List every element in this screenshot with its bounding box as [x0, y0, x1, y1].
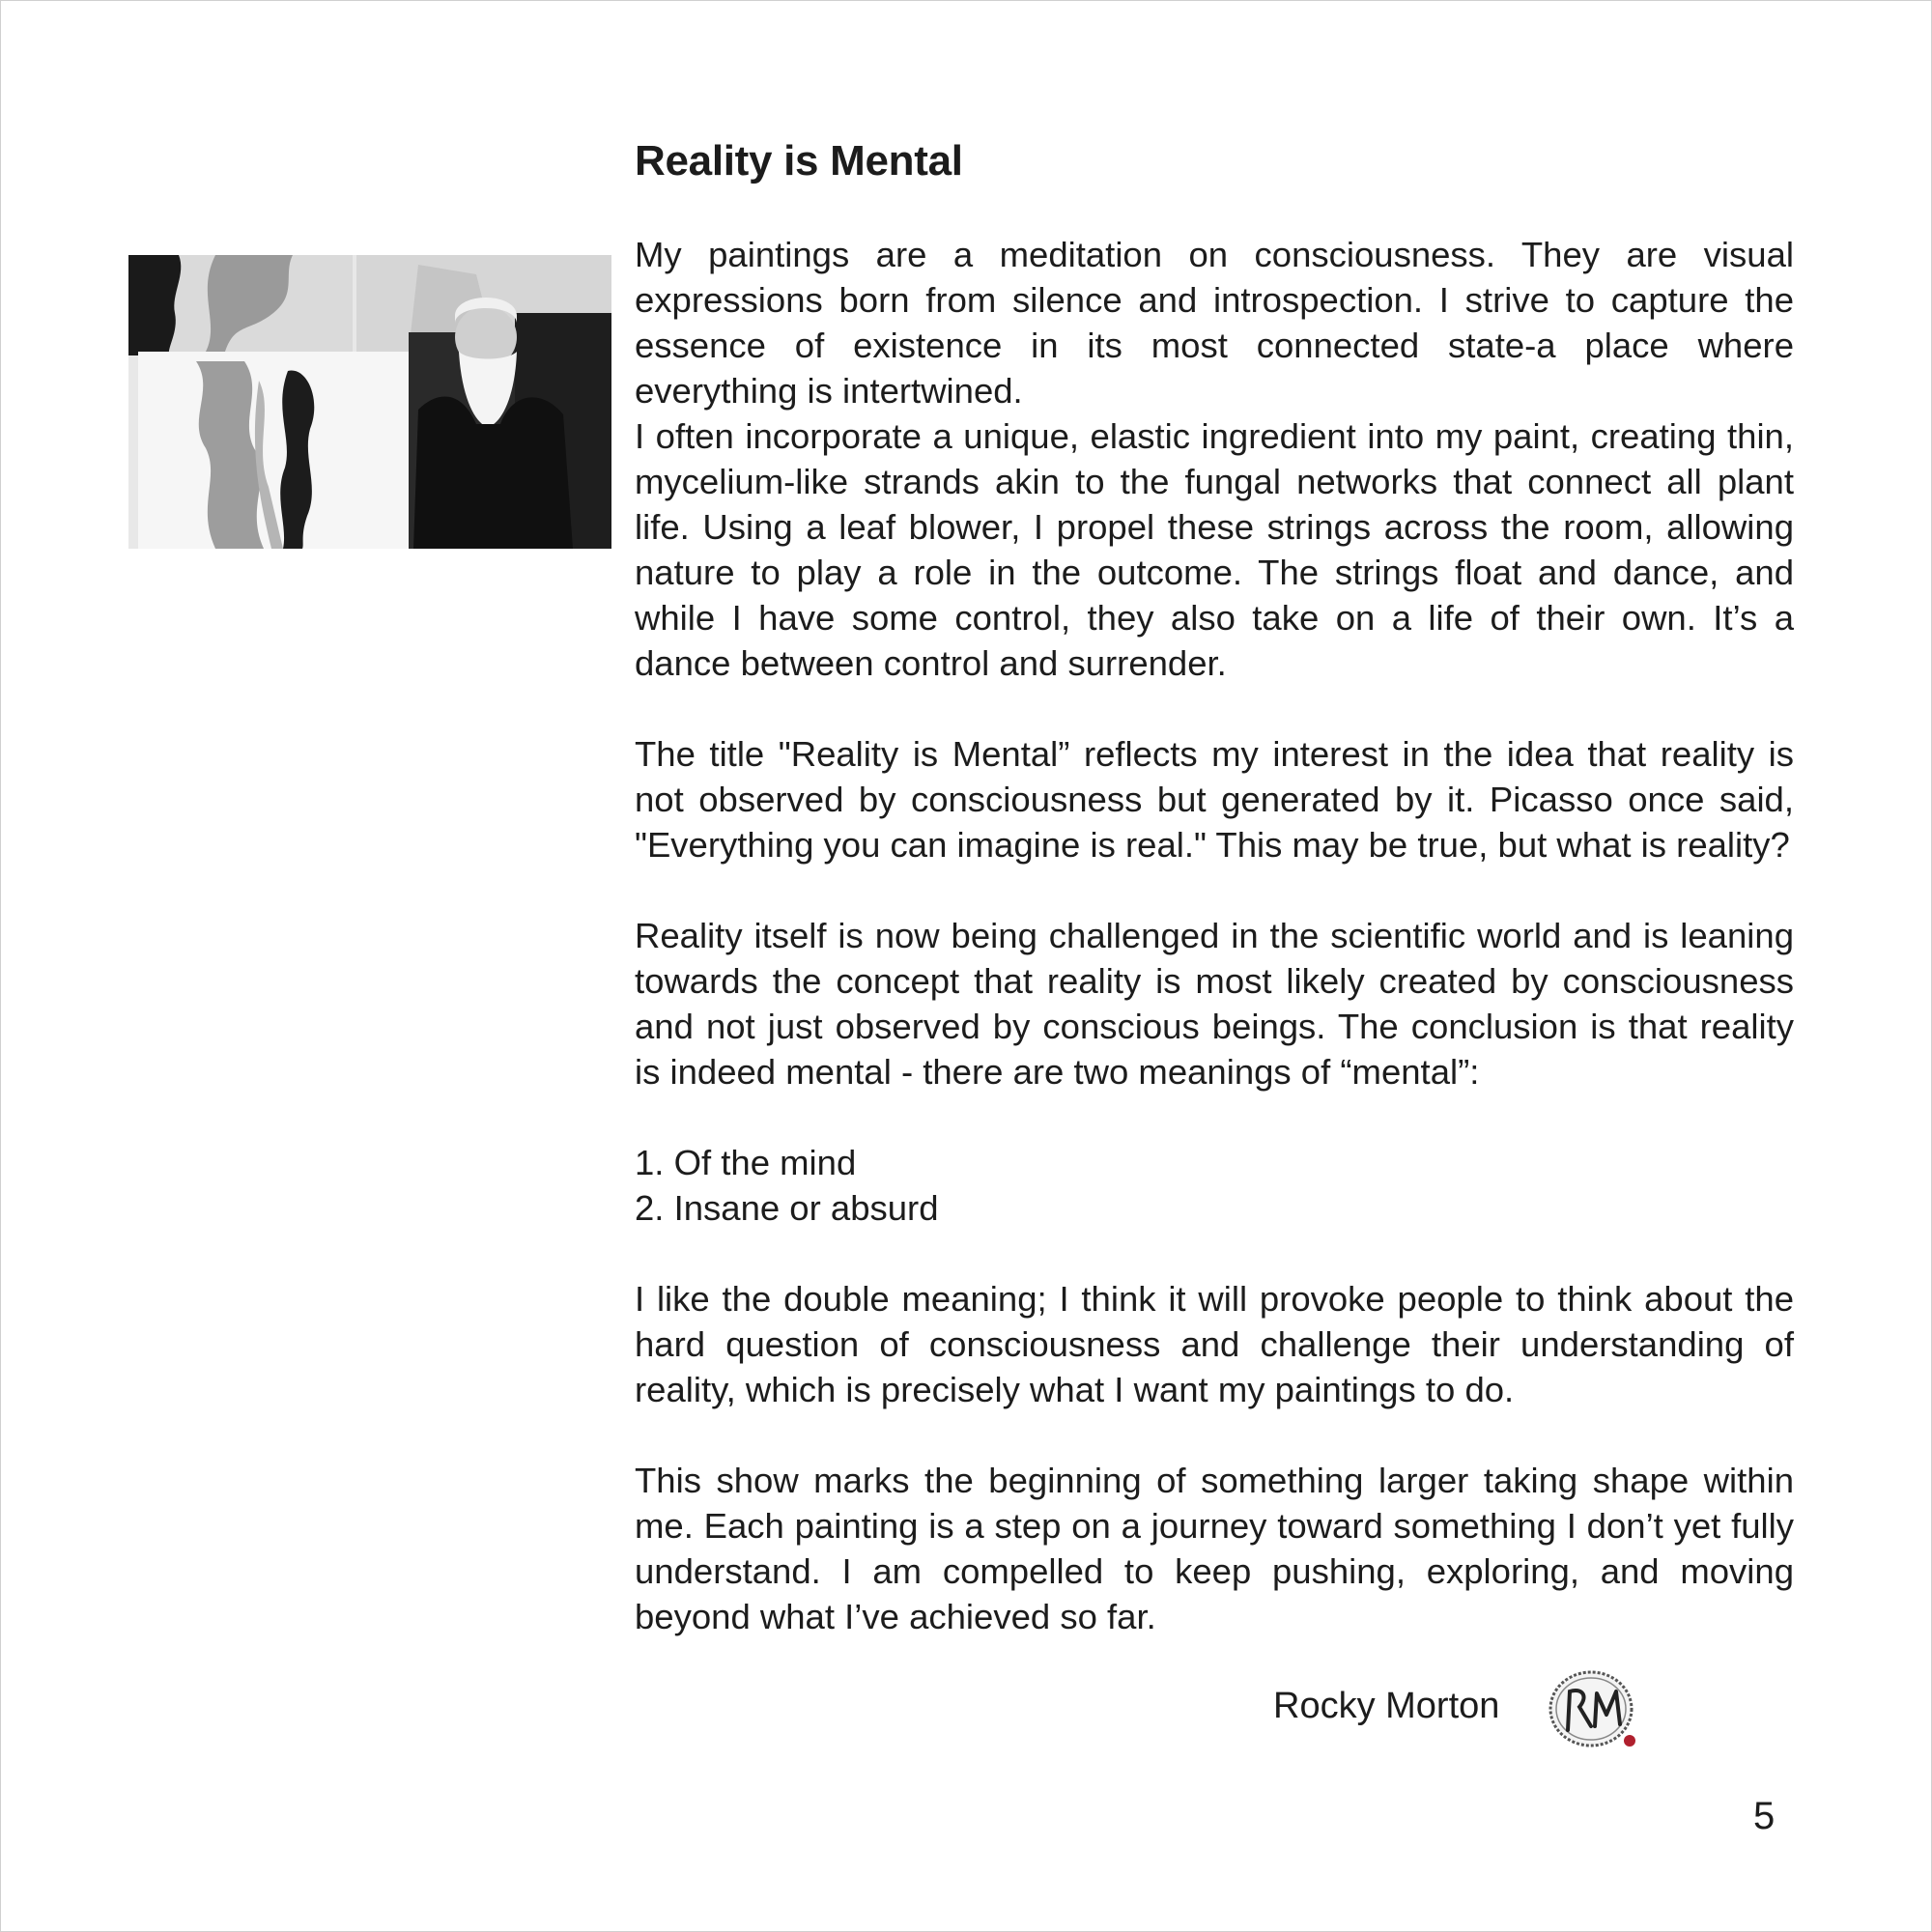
paragraph-4: Reality itself is now being challenged in the scientific world and is leaning towards the concept that reality is most likely created by consciousness and not just observed by conscious beings. The conclusion is that reality is indeed mental - there are two meanings of “mental”: — [635, 916, 1794, 1092]
list-item: 2. Insane or absurd — [635, 1188, 939, 1228]
rm-monogram-icon — [1541, 1666, 1647, 1753]
list-item: 1. Of the mind — [635, 1143, 857, 1182]
paragraph-1: My paintings are a meditation on consciousness. They are visual expressions born from silence and introspection. I strive to capture the essence of existence in its most connected state-a place where everything is intertwined. — [635, 235, 1794, 411]
paragraph-3: The title "Reality is Mental” reflects my interest in the idea that reality is not observed by consciousness but generated by it. Picasso once said, "Everything you can imagine is real." This may be true, but what is reality? — [635, 734, 1794, 865]
page-number: 5 — [1753, 1795, 1776, 1837]
artist-photo — [128, 255, 611, 549]
paragraph-5: I like the double meaning; I think it will provoke people to think about the hard question of consciousness and challenge their understanding of reality, which is precisely what I want my paintings to do. — [635, 1279, 1794, 1409]
article-body — [635, 232, 1794, 1639]
meanings-list — [635, 1140, 1794, 1231]
paragraph-6: This show marks the beginning of something larger taking shape within me. Each painting is a step on a journey toward something I don’t yet fully understand. I am compelled to keep pushing, exploring, and moving beyond what I’ve achieved so far. — [635, 1461, 1794, 1636]
page-title: Reality is Mental — [635, 137, 963, 185]
paragraph-2: I often incorporate a unique, elastic ingredient into my paint, creating thin, mycelium-like strands akin to the fungal networks that connect all plant life. Using a leaf blower, I propel these strings across the room, allowing nature to play a role in the outcome. The strings float and dance, and while I have some control, they also take on a life of their own. It’s a dance between control and surrender. — [635, 416, 1794, 683]
author-name: Rocky Morton — [1273, 1686, 1500, 1726]
